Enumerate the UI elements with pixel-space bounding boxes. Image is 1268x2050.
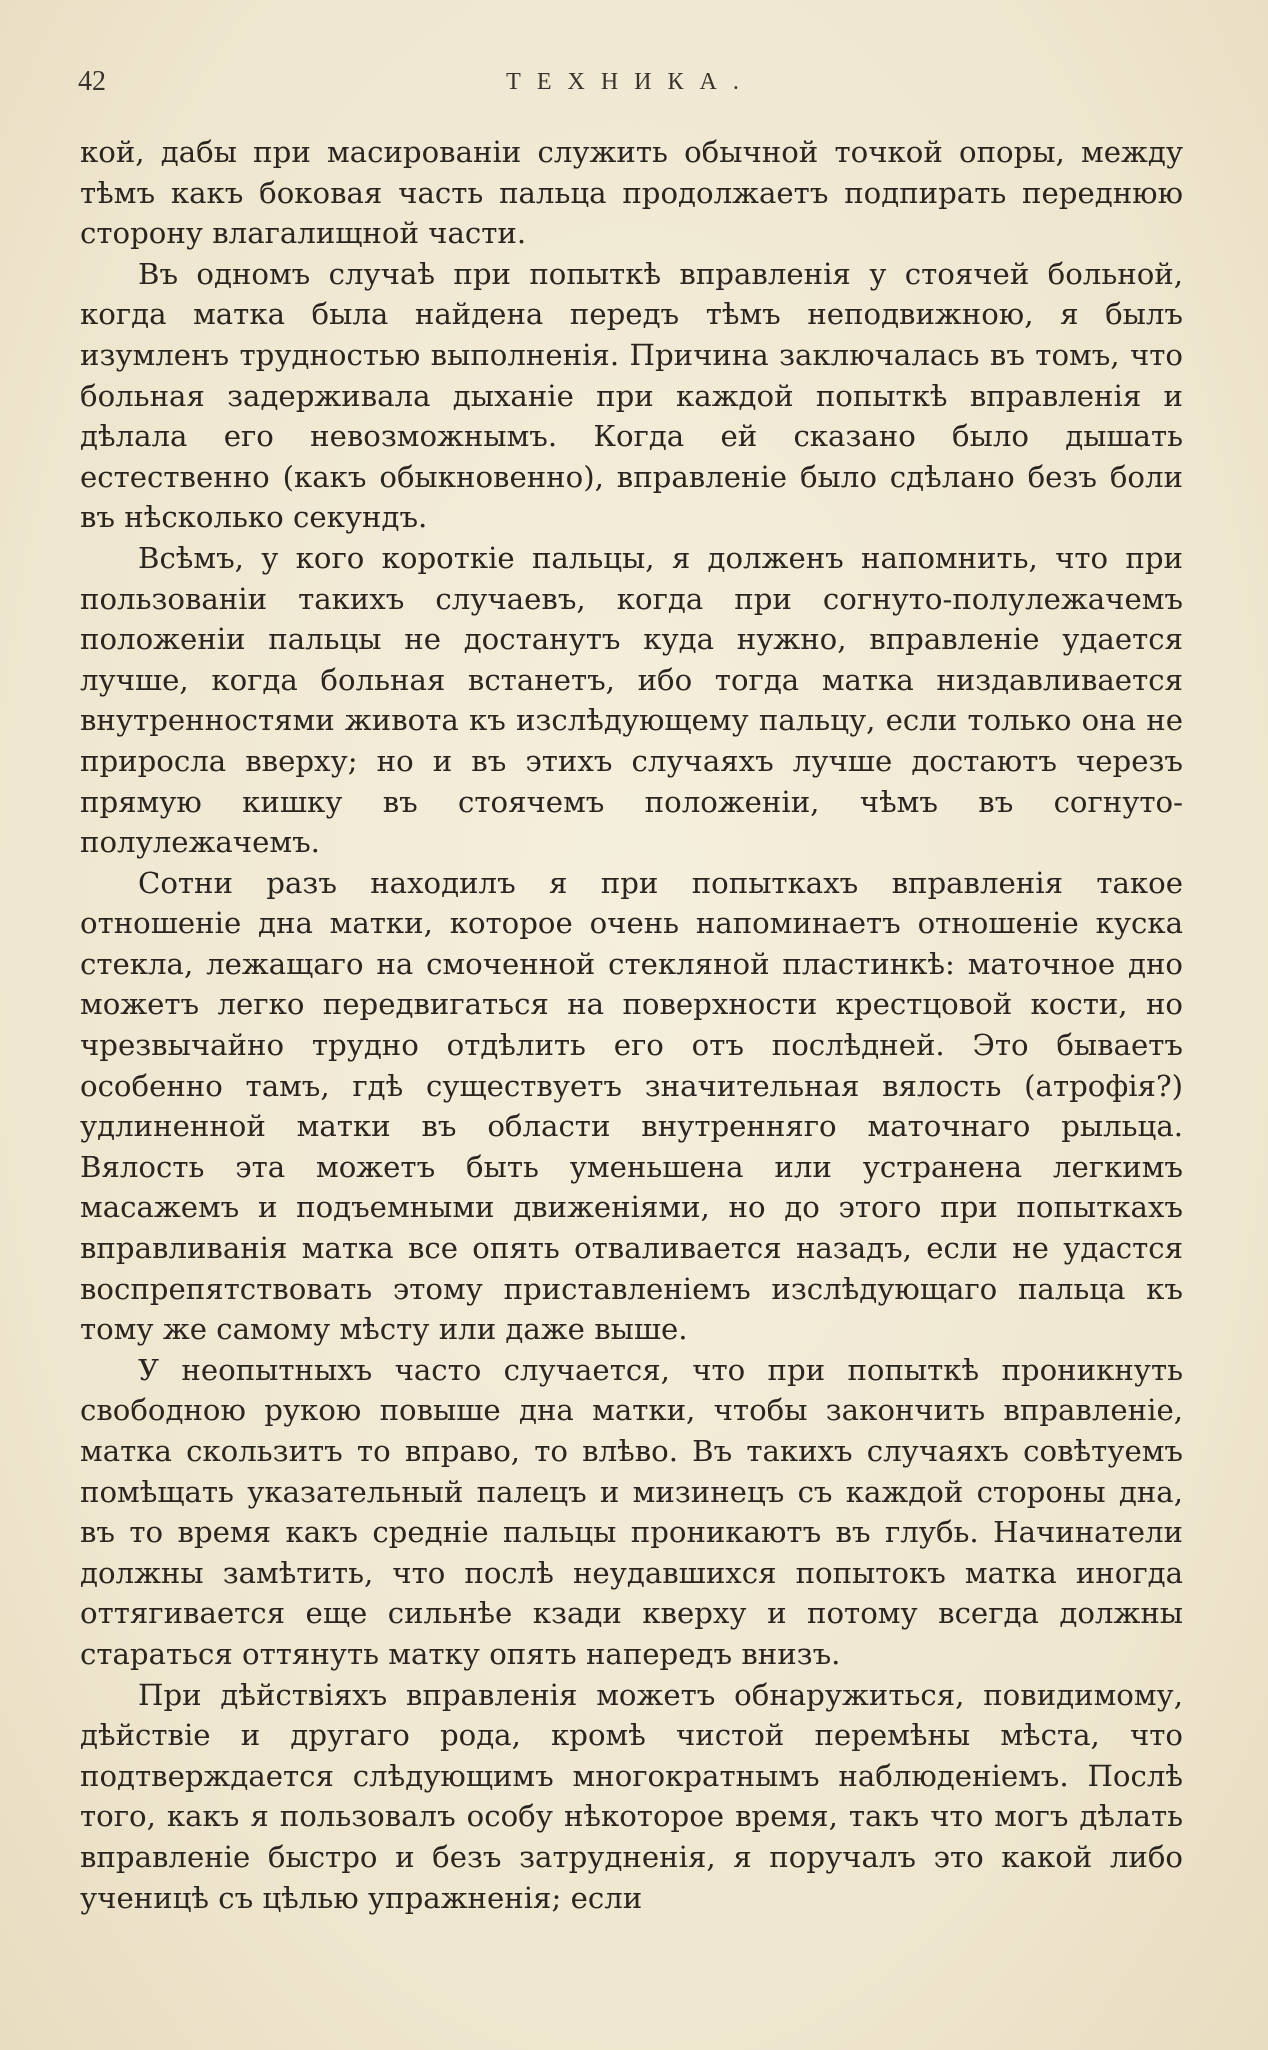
paragraph: У неопытныхъ часто случается, что при попыткѣ проникнуть свободною рукою повыше дна матки, чтобы закончить вправленіе, матка скользитъ то вправо, то влѣво. Въ такихъ случаяхъ совѣтуемъ помѣщать указательный палецъ и мизинецъ съ каждой стороны дна, въ то время какъ средніе пальцы проникаютъ въ глубь. Начинатели должны замѣтить, что послѣ неудавшихся попытокъ матка иногда оттягивается еще сильнѣе кзади кверху и потому всегда должны стараться оттянуть матку опять напередъ внизъ. — [80, 1352, 1183, 1671]
page-number: 42 — [78, 66, 106, 97]
body-text — [80, 132, 1183, 1918]
paragraph: Всѣмъ, у кого короткіе пальцы, я долженъ напомнить, что при пользованіи такихъ случаевъ, когда при согнуто-полулежачемъ положеніи пальцы не достанутъ куда нужно, вправленіе удается лучше, когда больная встанетъ, ибо тогда матка низдавливается внутренностями живота къ изслѣдующему пальцу, если только она не приросла вверху; но и въ этихъ случаяхъ лучше достаютъ черезъ прямую кишку въ стоячемъ положеніи, чѣмъ въ согнуто-полулежачемъ. — [80, 540, 1183, 860]
running-title: ТЕХНИКА. — [506, 69, 755, 95]
paragraph-continuation: кой, дабы при масированіи служить обычной точкой опоры, между тѣмъ какъ боковая часть пальца продолжаетъ подпирать переднюю сторону влагалищной части. — [80, 135, 1183, 251]
paragraph: Въ одномъ случаѣ при попыткѣ вправленія у стоячей больной, когда матка была найдена передъ тѣмъ неподвижною, я былъ изумленъ трудностью выполненія. Причина заключалась въ томъ, что больная задерживала дыханіе при каждой попыткѣ вправленія и дѣлала его невозможнымъ. Когда ей сказано было дышать естественно (какъ обыкновенно), вправленіе было сдѣлано безъ боли въ нѣсколько секундъ. — [80, 256, 1183, 535]
running-head — [78, 66, 1183, 106]
paragraph: При дѣйствіяхъ вправленія можетъ обнаружиться, повидимому, дѣйствіе и другаго рода, кромѣ чистой перемѣны мѣста, что подтверждается слѣдующимъ многократнымъ наблюденіемъ. Послѣ того, какъ я пользовалъ особу нѣкоторое время, такъ что могъ дѣлать вправленіе быстро и безъ затрудненія, я поручалъ это какой либо ученицѣ съ цѣлью упражненія; если — [80, 1677, 1183, 1915]
paragraph: Сотни разъ находилъ я при попыткахъ вправленія такое отношеніе дна матки, которое очень напоминаетъ отношеніе куска стекла, лежащаго на смоченной стекляной пластинкѣ: маточное дно можетъ легко передвигаться на поверхности крестцовой кости, но чрезвычайно трудно отдѣлить его отъ послѣдней. Это бываетъ особенно тамъ, гдѣ существуетъ значительная вялость (атрофія?) удлиненной матки въ области внутренняго маточнаго рыльца. Вялость эта можетъ быть уменьшена или устранена легкимъ масажемъ и подъемными движеніями, но до этого при попыткахъ вправливанія матка все опять отваливается назадъ, если не удастся воспрепятствовать этому приставленіемъ изслѣдующаго пальца къ тому же самому мѣсту или даже выше. — [80, 865, 1183, 1347]
